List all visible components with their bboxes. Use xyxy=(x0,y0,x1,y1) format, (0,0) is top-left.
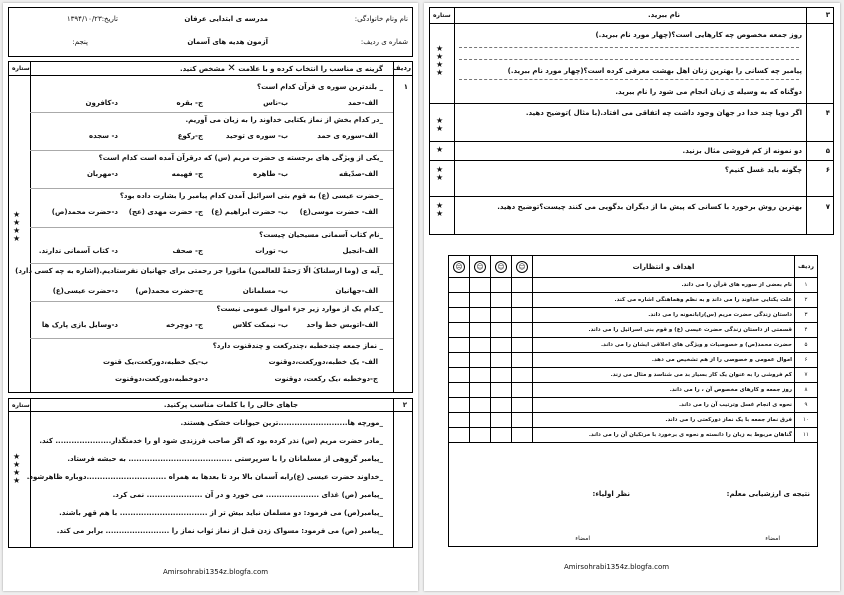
option-c: ج- دوچرخه xyxy=(165,321,203,329)
option-c: ج- صحف xyxy=(172,247,203,255)
rubric-check-cell[interactable] xyxy=(512,293,533,308)
rubric-check-cell[interactable] xyxy=(449,383,470,398)
rubric-row-number: ۹ xyxy=(795,398,818,413)
questions-box xyxy=(429,7,834,235)
q7-number: ۷ xyxy=(825,203,830,211)
rubric-row xyxy=(449,398,818,413)
question-text: _در کدام بخش از نماز یکتایی خداوند را به زبان می آوریم. xyxy=(185,116,383,124)
q7-stars: ★ ★ xyxy=(436,201,444,218)
option-c: ج- حضرت مهدی (عج) xyxy=(128,208,203,216)
rubric-objective: اموال عمومی و خصوصی را از هم تشخیص می دهد. xyxy=(533,353,795,368)
rubric-check-cell[interactable] xyxy=(470,308,491,323)
rubric-check-cell[interactable] xyxy=(491,323,512,338)
q4-stars: ★ ★ xyxy=(436,116,444,133)
option-b: ب- سوره ی توحید xyxy=(225,132,288,140)
grade-label: پنجم: xyxy=(72,38,88,46)
option-d: د-حضرت محمد(ص) xyxy=(51,208,118,216)
rubric-objective: داستان زندگی حضرت مریم (س)رابانمونه را می داند. xyxy=(533,308,795,323)
rubric-row xyxy=(449,293,818,308)
rubric-check-cell[interactable] xyxy=(470,278,491,293)
rubric-row xyxy=(449,428,818,443)
q4-number: ۴ xyxy=(825,109,830,117)
rubric-row-number: ۴ xyxy=(795,323,818,338)
question-text: _نام کتاب آسمانی مسیحیان چیست؟ xyxy=(259,231,383,239)
fill-blank-line: _مورچه ها..........................ترین حیوانات خشکی هستند. xyxy=(180,419,383,427)
rubric-check-cell[interactable] xyxy=(470,353,491,368)
happy-face-icon: ☺ xyxy=(516,261,528,273)
rubric-check-cell[interactable] xyxy=(470,323,491,338)
question-text: _یکی از ویژگی های برجسته ی حضرت مریم (س) که درقرآن آمده است کدام است؟ xyxy=(98,154,383,162)
rubric-check-cell[interactable] xyxy=(491,278,512,293)
rubric-check-cell[interactable] xyxy=(491,338,512,353)
rubric-check-cell[interactable] xyxy=(449,353,470,368)
rubric-check-cell[interactable] xyxy=(449,308,470,323)
rubric-objective: علت یکتایی خداوند را می داند و به نظم وهماهنگی اشاره می کند. xyxy=(533,293,795,308)
rubric-objective: کم فروشی را به عنوان یک کار بسیار بد می شناسد و مثال می زند. xyxy=(533,368,795,383)
rubric-check-cell[interactable] xyxy=(449,278,470,293)
rubric-radif-header: ردیف xyxy=(795,256,818,278)
rubric-objective: روز جمعه و کارهای مخصوص آن ، را می داند. xyxy=(533,383,795,398)
rubric-row-number: ۵ xyxy=(795,338,818,353)
rubric-check-cell[interactable] xyxy=(512,398,533,413)
q3-star-header: ستاره xyxy=(433,12,451,19)
rubric-check-cell[interactable] xyxy=(512,338,533,353)
fill-blank-line: _پیامبر (ص) می فرمود: مسواک زدن قبل از نماز ثواب نماز را ........................ برابر می کند. xyxy=(56,527,383,535)
option-d: د-وسایل بازی پارک ها xyxy=(41,321,118,329)
rubric-objective: فرق نماز جمعه با یک نماز دورکعتی را می داند. xyxy=(533,413,795,428)
section-2-title: جاهای خالی را با کلمات مناسب پرکنید. xyxy=(163,401,298,409)
rubric-objective: حضرت محمد(ص) و خصوصیات و ویژگی های اخلاقی ایشان را می داند. xyxy=(533,338,795,353)
option-d: د- سجده xyxy=(88,132,118,140)
fill-blank-line: _پیامبر (ص) غذای .................... می خورد و در آن ..................... نمی کرد. xyxy=(112,491,383,499)
exam-date: تاریخ:۱۳۹۴/۱۰/۲۳ xyxy=(66,15,118,23)
option-b: ب-یک خطبه،دورکعت،یک قنوت xyxy=(103,358,208,366)
option-d: د-کافرون xyxy=(85,99,118,107)
q3-line-3: دوگناه که به وسیله ی زبان انجام می شود را نام ببرید. xyxy=(615,88,802,96)
rubric-row xyxy=(449,383,818,398)
option-a: الف-سوره ی حمد xyxy=(317,132,378,140)
teacher-signature-label: امضاء xyxy=(765,535,780,542)
rubric-check-cell[interactable] xyxy=(512,383,533,398)
option-d: د- کتاب آسمانی ندارند. xyxy=(38,247,118,255)
rubric-check-cell[interactable] xyxy=(449,338,470,353)
smile-face-icon: ☺ xyxy=(495,261,507,273)
option-c: ج- فهیمه xyxy=(171,170,203,178)
q4-text: اگر دویا چند خدا در جهان وجود داشت چه اتفاقی می افتاد.(با مثال )توضیح دهید. xyxy=(525,109,802,117)
option-c: ج-رکوع xyxy=(177,132,203,140)
option-c: ج-حضرت محمد(ص) xyxy=(135,287,203,295)
rubric-row-number: ۱۰ xyxy=(795,413,818,428)
rubric-check-cell[interactable] xyxy=(512,413,533,428)
rubric-row-number: ۱۱ xyxy=(795,428,818,443)
rubric-check-cell[interactable] xyxy=(491,383,512,398)
rubric-check-cell[interactable] xyxy=(449,413,470,428)
radif-header: ردیف xyxy=(392,64,411,72)
rubric-check-cell[interactable] xyxy=(470,368,491,383)
fill-blank-line: _مادر حضرت مریم (س) نذر کرده بود که اگر صاحب فرزندی شود او را خدمتگذار..................... کند. xyxy=(39,437,383,445)
option-b: ب- طاهره xyxy=(253,170,288,178)
rubric-check-cell[interactable] xyxy=(491,308,512,323)
question-text: _حضرت عیسی (ع) به قوم بنی اسرائیل آمدن کدام پیامبر را بشارت داده بود؟ xyxy=(119,192,383,200)
section-1-title: گزینه ی مناسب را انتخاب کرده و با علامت ✕ مشخص کنید. xyxy=(179,63,383,74)
rubric-check-cell[interactable] xyxy=(491,398,512,413)
rubric-row-number: ۸ xyxy=(795,383,818,398)
rubric-check-cell[interactable] xyxy=(512,323,533,338)
rubric-check-cell[interactable] xyxy=(512,368,533,383)
q3-title: نام ببرید. xyxy=(648,11,680,19)
exam-title: آزمون هدیه های آسمان xyxy=(187,38,268,46)
q5-number: ۵ xyxy=(825,147,830,155)
rubric-check-cell[interactable] xyxy=(512,278,533,293)
rubric-check-cell[interactable] xyxy=(491,428,512,443)
rubric-check-cell[interactable] xyxy=(449,398,470,413)
rubric-row-number: ۷ xyxy=(795,368,818,383)
rubric-row xyxy=(449,308,818,323)
rubric-check-cell[interactable] xyxy=(470,383,491,398)
rubric-check-cell[interactable] xyxy=(491,353,512,368)
option-a: الف-جهانیان xyxy=(335,287,378,295)
option-a: الف- یک خطبه،دورکعت،دوقنوت xyxy=(268,358,378,366)
teacher-result-label: نتیجه ی ارزشیابی معلم: xyxy=(726,490,810,498)
option-b: ب- مسلمانان xyxy=(242,287,288,295)
rubric-check-cell[interactable] xyxy=(470,338,491,353)
exam-page-2 xyxy=(424,3,840,591)
option-c: ج- بقره xyxy=(176,99,203,107)
rubric-row xyxy=(449,323,818,338)
rubric-objective: نحوه ی انجام غسل وترتیب آن را می داند. xyxy=(533,398,795,413)
option-b: ب- تورات xyxy=(255,247,288,255)
q5-text: دو نمونه از کم فروشی مثال بزنید. xyxy=(682,147,802,155)
option-d: د-دوخطبه،دورکعت،دوقنوت xyxy=(115,375,208,383)
rubric-row xyxy=(449,368,818,383)
section-2-number: ۲ xyxy=(402,401,407,409)
rubric-check-cell[interactable] xyxy=(512,428,533,443)
rubric-check-cell[interactable] xyxy=(491,368,512,383)
q6-number: ۶ xyxy=(825,166,830,174)
rubric-objective: نام بعضی از سوره های قرآن را می داند. xyxy=(533,278,795,293)
rubric-check-cell[interactable] xyxy=(449,428,470,443)
option-d: د-حضرت عیسی(ع) xyxy=(52,287,118,295)
q6-text: چگونه باید غسل کنیم؟ xyxy=(724,166,802,174)
rubric-table xyxy=(448,255,818,443)
neutral-face-icon: ☺ xyxy=(474,261,486,273)
star-header: ستاره xyxy=(12,65,30,72)
option-d: د-مهربان xyxy=(86,170,118,178)
exam-page-1 xyxy=(3,3,418,591)
section-1-number: ۱ xyxy=(403,83,408,91)
fill-blank-line: _پیامبر(ص) می فرمود: دو مسلمان نباید بیش تر از ................................. با هم قهر باشند. xyxy=(59,509,383,517)
q3-line-2: پیامبر چه کسانی را بهترین زنان اهل بهشت معرفی کرده است؟(چهار مورد نام ببرید.) xyxy=(507,67,802,75)
school-name: مدرسه ی ابتدایی عرفان xyxy=(184,15,268,23)
rubric-check-cell[interactable] xyxy=(491,413,512,428)
rubric-check-cell[interactable] xyxy=(449,368,470,383)
page-2-footer: Amirsohrabi1354z.blogfa.com xyxy=(564,563,670,571)
rubric-row-number: ۳ xyxy=(795,308,818,323)
rubric-check-cell[interactable] xyxy=(491,293,512,308)
rubric-objective: گناهان مربوط به زبان را دانسته و نحوه ی برخورد با مرتکبان آن را می داند. xyxy=(533,428,795,443)
rubric-row-number: ۶ xyxy=(795,353,818,368)
option-a: الف- حضرت موسی(ع) xyxy=(299,208,378,216)
rubric-row-number: ۲ xyxy=(795,293,818,308)
section-2-star-header: ستاره xyxy=(12,402,30,409)
question-text: _کدام یک از موارد زیر جزء اموال عمومی نیست؟ xyxy=(216,305,383,313)
q3-number: ۳ xyxy=(825,11,830,19)
student-name-label: نام ونام خانوادگی: xyxy=(354,15,408,23)
rubric-row xyxy=(449,353,818,368)
option-b: ب- حضرت ابراهیم (ع) xyxy=(211,208,288,216)
option-a: الف-اتوبس خط واحد xyxy=(306,321,378,329)
parents-opinion-label: نظر اولیاء: xyxy=(592,490,630,498)
question-text: _ نماز جمعه چندخطبه ،چندرکعت و چندقنوت دارد؟ xyxy=(212,342,383,350)
rubric-check-cell[interactable] xyxy=(470,398,491,413)
option-a: الف-صدّیقه xyxy=(339,170,378,178)
option-a: الف-حمد xyxy=(347,99,378,107)
row-number-label: شماره ی ردیف: xyxy=(360,38,408,46)
q7-text: بهترین روش برخورد با کسانی که پیش ما از دیگران بدگویی می کنند چیست؟توضیح دهید. xyxy=(497,203,802,211)
rubric-check-cell[interactable] xyxy=(470,428,491,443)
option-c: ج-دوخطبه ،یک رکعت، دوقنوت xyxy=(274,375,378,383)
q6-stars: ★ ★ xyxy=(436,165,444,182)
section-2-star-icons: ★ ★ ★ ★ xyxy=(13,452,21,485)
q3-stars: ★ ★ ★ ★ xyxy=(436,44,444,77)
rubric-row xyxy=(449,338,818,353)
q3-line-1: روز جمعه مخصوص چه کارهایی است؟(چهار مورد نام ببرید.) xyxy=(595,31,802,39)
fill-blank-line: _خداوند حضرت عیسی (ع)رابه آسمان بالا برد تا بعدها به همراه ..............................دوباره ظاهرشود. xyxy=(26,473,383,481)
rubric-row xyxy=(449,413,818,428)
fill-blank-line: _پیامبر گروهی از مسلمانان را با سرپرستی ....................................... به حبشه فرستاد. xyxy=(67,455,383,463)
rubric-check-cell[interactable] xyxy=(449,293,470,308)
sad-face-icon: ☹ xyxy=(453,261,465,273)
option-b: ب-ناس xyxy=(263,99,288,107)
question-text: _آیه ی (وما ارسلناکَ الّا رَحمَةً للعالمین) ماتورا جز رحمتی برای جهانیان نفرستادیم.(اشاره به چه کسی دارد) xyxy=(15,267,383,275)
page-1-footer: Amirsohrabi1354z.blogfa.com xyxy=(163,568,269,576)
rubric-title: اهداف و انتظارات xyxy=(533,256,795,278)
rubric-objective: قسمتی از داستان زندگی حضرت عیسی (ع) و قوم بنی اسرائیل را می داند. xyxy=(533,323,795,338)
question-text: _ بلندترین سوره ی قرآن کدام است؟ xyxy=(257,83,383,91)
option-a: الف-انجیل xyxy=(342,247,378,255)
star-icons: ★ ★ ★ ★ xyxy=(13,210,21,243)
rubric-check-cell[interactable] xyxy=(512,353,533,368)
rubric-check-cell[interactable] xyxy=(512,308,533,323)
rubric-row xyxy=(449,278,818,293)
parents-signature-label: امضاء xyxy=(575,535,590,542)
rubric-check-cell[interactable] xyxy=(449,323,470,338)
rubric-check-cell[interactable] xyxy=(470,293,491,308)
rubric-row-number: ۱ xyxy=(795,278,818,293)
rubric-check-cell[interactable] xyxy=(470,413,491,428)
q5-star: ★ xyxy=(436,145,444,154)
option-b: ب- نیمکت کلاس xyxy=(232,321,288,329)
